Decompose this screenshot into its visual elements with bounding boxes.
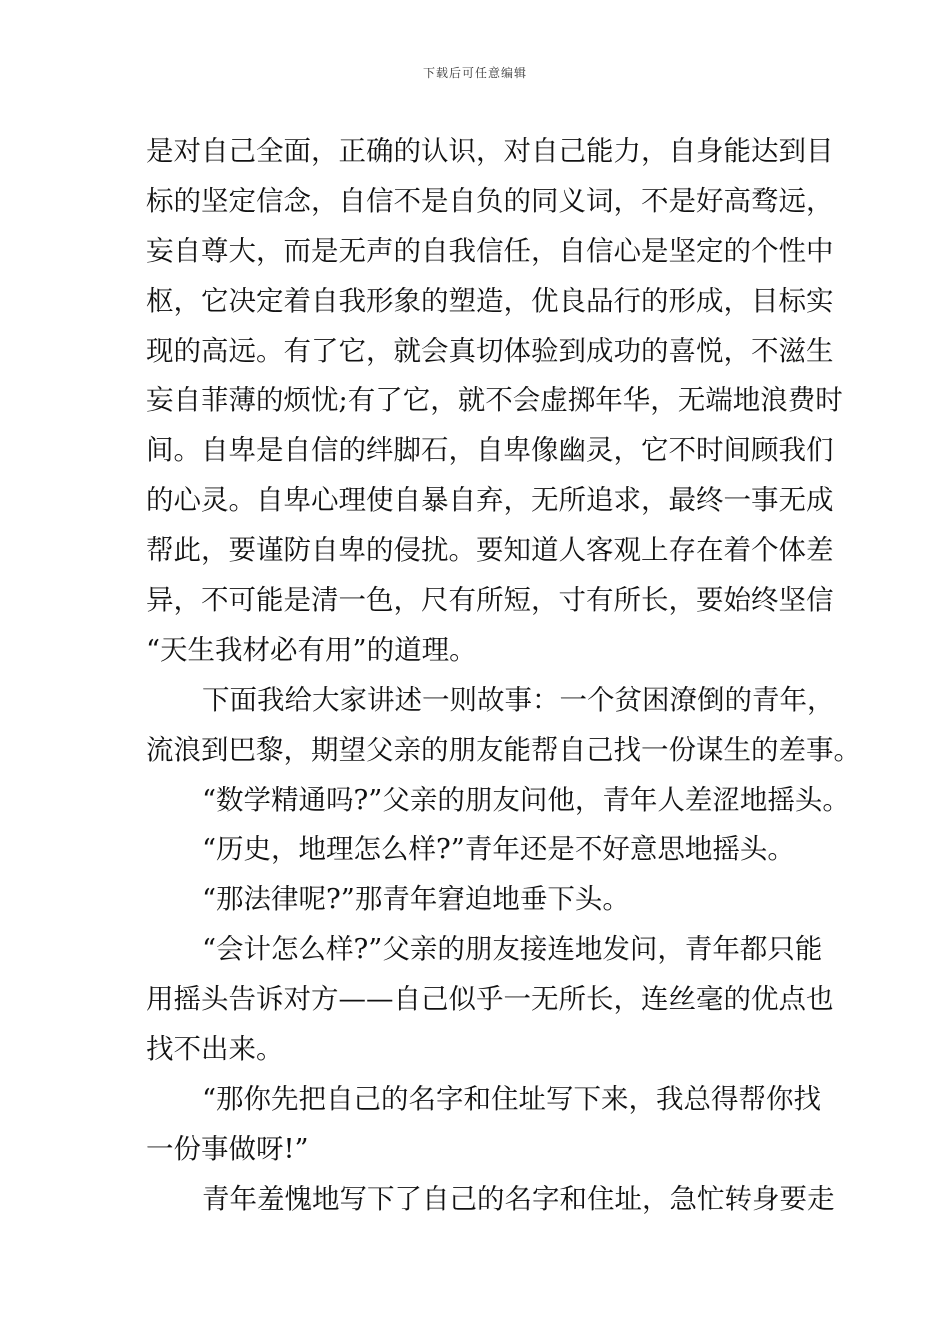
text-line: “那法律呢?”那青年窘迫地垂下头。: [202, 883, 630, 916]
text-line: 枢，它决定着自我形象的塑造，优良品行的形成，目标实: [146, 284, 834, 317]
text-line: 间。自卑是自信的绊脚石，自卑像幽灵，它不时间顾我们: [146, 434, 834, 467]
text-line: 青年羞愧地写下了自己的名字和住址，急忙转身要走: [202, 1182, 835, 1215]
text-line: 妄自尊大，而是无声的自我信任，自信心是坚定的个性中: [146, 234, 834, 267]
text-line: 下面我给大家讲述一则故事：一个贫困潦倒的青年，: [202, 683, 835, 716]
text-line: “会计怎么样?”父亲的朋友接连地发问，青年都只能: [202, 933, 823, 966]
text-line: “天生我材必有用”的道理。: [146, 633, 477, 666]
text-line: 一份事做呀!”: [146, 1132, 309, 1165]
text-line: 帮此，要谨防自卑的侵扰。要知道人客观上存在着个体差: [146, 534, 834, 567]
document-body: [146, 127, 861, 1225]
text-line: 找不出来。: [146, 1033, 284, 1066]
text-line: “那你先把自己的名字和住址写下来，我总得帮你找: [202, 1082, 822, 1115]
text-line: 标的坚定信念，自信不是自负的同义词，不是好高骛远，: [146, 184, 834, 217]
text-line: “历史，地理怎么样?”青年还是不好意思地摇头。: [202, 833, 795, 866]
page-header: 下载后可任意编辑: [422, 66, 527, 80]
text-line: 流浪到巴黎，期望父亲的朋友能帮自己找一份谋生的差事。: [146, 733, 861, 766]
text-line: 妄自菲薄的烦忧;有了它，就不会虚掷年华，无端地浪费时: [146, 384, 843, 417]
text-line: 用摇头告诉对方——自己似乎一无所长，连丝毫的优点也: [146, 983, 834, 1016]
text-line: 的心灵。自卑心理使自暴自弃，无所追求，最终一事无成: [146, 484, 834, 517]
text-line: 现的高远。有了它，就会真切体验到成功的喜悦，不滋生: [146, 334, 834, 367]
text-line: 异，不可能是清一色，尺有所短，寸有所长，要始终坚信: [146, 584, 834, 617]
text-line: “数学精通吗?”父亲的朋友问他，青年人差涩地摇头。: [202, 783, 850, 816]
text-line: 是对自己全面，正确的认识，对自己能力，自身能达到目: [146, 135, 834, 167]
